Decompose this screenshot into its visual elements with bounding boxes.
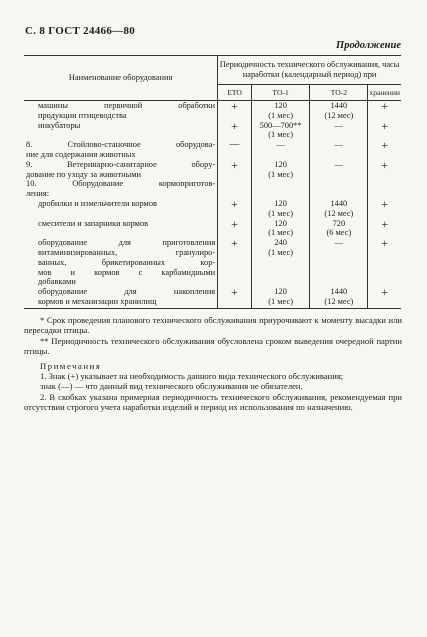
table-row <box>24 101 401 121</box>
to1-value: 500—700** <box>259 120 302 130</box>
table-row <box>24 219 401 239</box>
to1-value: (1 мес) <box>268 110 293 120</box>
storage-cell <box>368 101 401 121</box>
page-header: С. 8 ГОСТ 24466—80 <box>25 25 136 37</box>
to2-cell <box>310 160 368 180</box>
storage-cell <box>368 238 401 287</box>
equipment-name <box>24 179 218 199</box>
note-1: 1. Знак (+) указывает на необходимость данного вида технического обслуживания; <box>40 371 344 382</box>
table-body <box>24 101 401 309</box>
eto-value: + <box>231 99 238 113</box>
eto-cell <box>218 157 252 180</box>
to1-cell <box>251 160 309 180</box>
equipment-name-line: машины первичной обработки <box>38 101 216 110</box>
to2-value: (12 мес) <box>324 296 354 306</box>
equipment-name <box>24 140 218 160</box>
table-row <box>24 121 401 141</box>
footnote-2: ** Периодичность технического обслуживания обусловлена сроком выведения очередной партии птицы. <box>24 335 402 357</box>
column-header-equipment: Наименование оборудования <box>24 56 218 101</box>
eto-value: + <box>231 118 238 133</box>
to2-cell <box>310 121 368 141</box>
to1-cell <box>251 238 309 287</box>
storage-cell <box>368 157 401 180</box>
to1-cell <box>251 121 309 141</box>
eto-value: + <box>231 236 238 251</box>
equipment-name <box>24 101 218 121</box>
column-header-to1: ТО-1 <box>251 85 309 101</box>
to1-cell <box>251 199 309 219</box>
storage-value: + <box>381 99 389 113</box>
table-row <box>24 160 401 180</box>
to1-value: (1 мес) <box>268 169 293 179</box>
column-header-storage: хранении <box>368 85 401 101</box>
to1-value: (1 мес) <box>268 130 293 140</box>
eto-value: + <box>231 196 238 211</box>
equipment-name-line: дование по уходу за животными <box>26 169 142 179</box>
eto-value: + <box>231 157 238 172</box>
notes-block <box>24 315 402 413</box>
to2-cell <box>310 219 368 239</box>
footnote-1: * Срок проведения планового технического обслуживания приурочивают к моменту высадки или пересадки птицы. <box>24 315 402 336</box>
storage-value: + <box>381 157 389 172</box>
to2-cell <box>310 140 368 160</box>
table-end-rule <box>24 307 401 309</box>
eto-cell <box>218 287 252 307</box>
to2-cell <box>310 101 368 121</box>
equipment-name-line: оборудование для накопления <box>38 287 216 297</box>
table-row <box>24 238 401 287</box>
equipment-name <box>24 199 218 219</box>
to1-value: 120 <box>274 287 287 297</box>
equipment-name-line: добавками <box>38 277 76 287</box>
to1-cell <box>251 287 309 307</box>
equipment-name-line: смесители и запарники кормов <box>38 218 149 228</box>
equipment-name-line: витаминизированных, гранулиро- <box>38 247 216 257</box>
eto-value: + <box>231 285 238 300</box>
column-header-periodicity: Периодичность технического обслуживания, часы наработки (календарный период) при <box>218 56 401 85</box>
maintenance-table <box>24 56 401 309</box>
equipment-name <box>24 121 218 141</box>
eto-value: — <box>229 139 240 151</box>
equipment-name-line: инкубаторы <box>38 120 81 130</box>
storage-value: + <box>381 285 389 300</box>
eto-cell <box>218 118 252 141</box>
to2-value: 1440 <box>330 287 348 297</box>
to1-value: 120 <box>274 101 287 110</box>
table-row <box>24 179 401 199</box>
equipment-name-line: дробилки и измельчители кормов <box>38 198 157 208</box>
equipment-name-line: мов и кормов с карбамидными <box>38 267 216 277</box>
storage-value: + <box>381 196 389 211</box>
note-1-cont: знак (—) — что данный вид технического обслуживания не обязателен. <box>40 381 303 392</box>
to2-value: 1440 <box>330 198 348 208</box>
equipment-name-line: ления: <box>26 189 50 199</box>
to2-value: — <box>334 140 344 150</box>
to1-value: 120 <box>274 159 287 169</box>
to1-cell <box>251 219 309 239</box>
to2-value: — <box>334 159 344 169</box>
to2-value: — <box>334 238 344 248</box>
to2-value: (12 мес) <box>324 110 354 120</box>
to2-cell <box>310 199 368 219</box>
to2-value: — <box>334 120 344 130</box>
equipment-name-line: 9. Ветеринарно-санитарное обору- <box>26 159 216 169</box>
equipment-name-line: ванных, брикетированных кор- <box>38 257 216 267</box>
to2-cell <box>310 179 368 199</box>
to2-value: (12 мес) <box>324 208 354 218</box>
to1-value: 120 <box>274 198 287 208</box>
column-header-eto: ЕТО <box>218 85 252 101</box>
to1-cell <box>251 140 309 160</box>
storage-value: + <box>381 236 389 251</box>
storage-value: + <box>381 216 389 231</box>
equipment-name-line: 10. Оборудование кормоприготов- <box>26 179 216 189</box>
to1-value: (1 мес) <box>268 296 293 306</box>
to2-cell <box>310 287 368 307</box>
eto-value: + <box>231 216 238 231</box>
to1-value: 120 <box>274 218 287 228</box>
to1-value: (1 мес) <box>268 247 293 257</box>
to1-value: (1 мес) <box>268 208 293 218</box>
equipment-name-line: оборудование для приготовления <box>38 238 216 248</box>
column-header-to2: ТО-2 <box>310 85 368 101</box>
to1-value: 240 <box>274 238 287 248</box>
equipment-name <box>24 238 218 287</box>
to1-value: — <box>276 140 285 150</box>
to2-value: 720 <box>332 218 346 228</box>
storage-value: + <box>381 118 389 133</box>
to2-cell <box>310 238 368 287</box>
to1-value: (1 мес) <box>268 228 293 238</box>
equipment-name <box>24 160 218 180</box>
to2-value: 1440 <box>330 101 348 110</box>
table-row <box>24 199 401 219</box>
storage-cell <box>368 287 401 307</box>
continuation-label: Продолжение <box>336 40 401 51</box>
notes-title: Примечания <box>40 360 102 371</box>
eto-cell <box>218 238 252 287</box>
equipment-name-line: ние для содержания животных <box>26 149 136 159</box>
to1-cell <box>251 101 309 121</box>
equipment-name-line: 8. Стойлово-станочное оборудова- <box>26 140 216 150</box>
to1-cell <box>251 179 309 199</box>
eto-cell <box>218 101 252 121</box>
equipment-name <box>24 219 218 239</box>
equipment-name-line: продукции птицеводства <box>38 110 127 120</box>
note-2: 2. В скобках указана примерная периодичность технического обслуживания, рекомендуемая при отсутствии строгого учета наработки изделий и период их использования по назначению. <box>24 391 402 413</box>
table-row <box>24 287 401 307</box>
table-row <box>24 140 401 160</box>
storage-value: + <box>381 138 389 153</box>
to2-value: (6 мес) <box>326 228 352 238</box>
equipment-name <box>24 287 218 307</box>
equipment-name-line: кормов и механизации хранилищ <box>38 296 157 306</box>
